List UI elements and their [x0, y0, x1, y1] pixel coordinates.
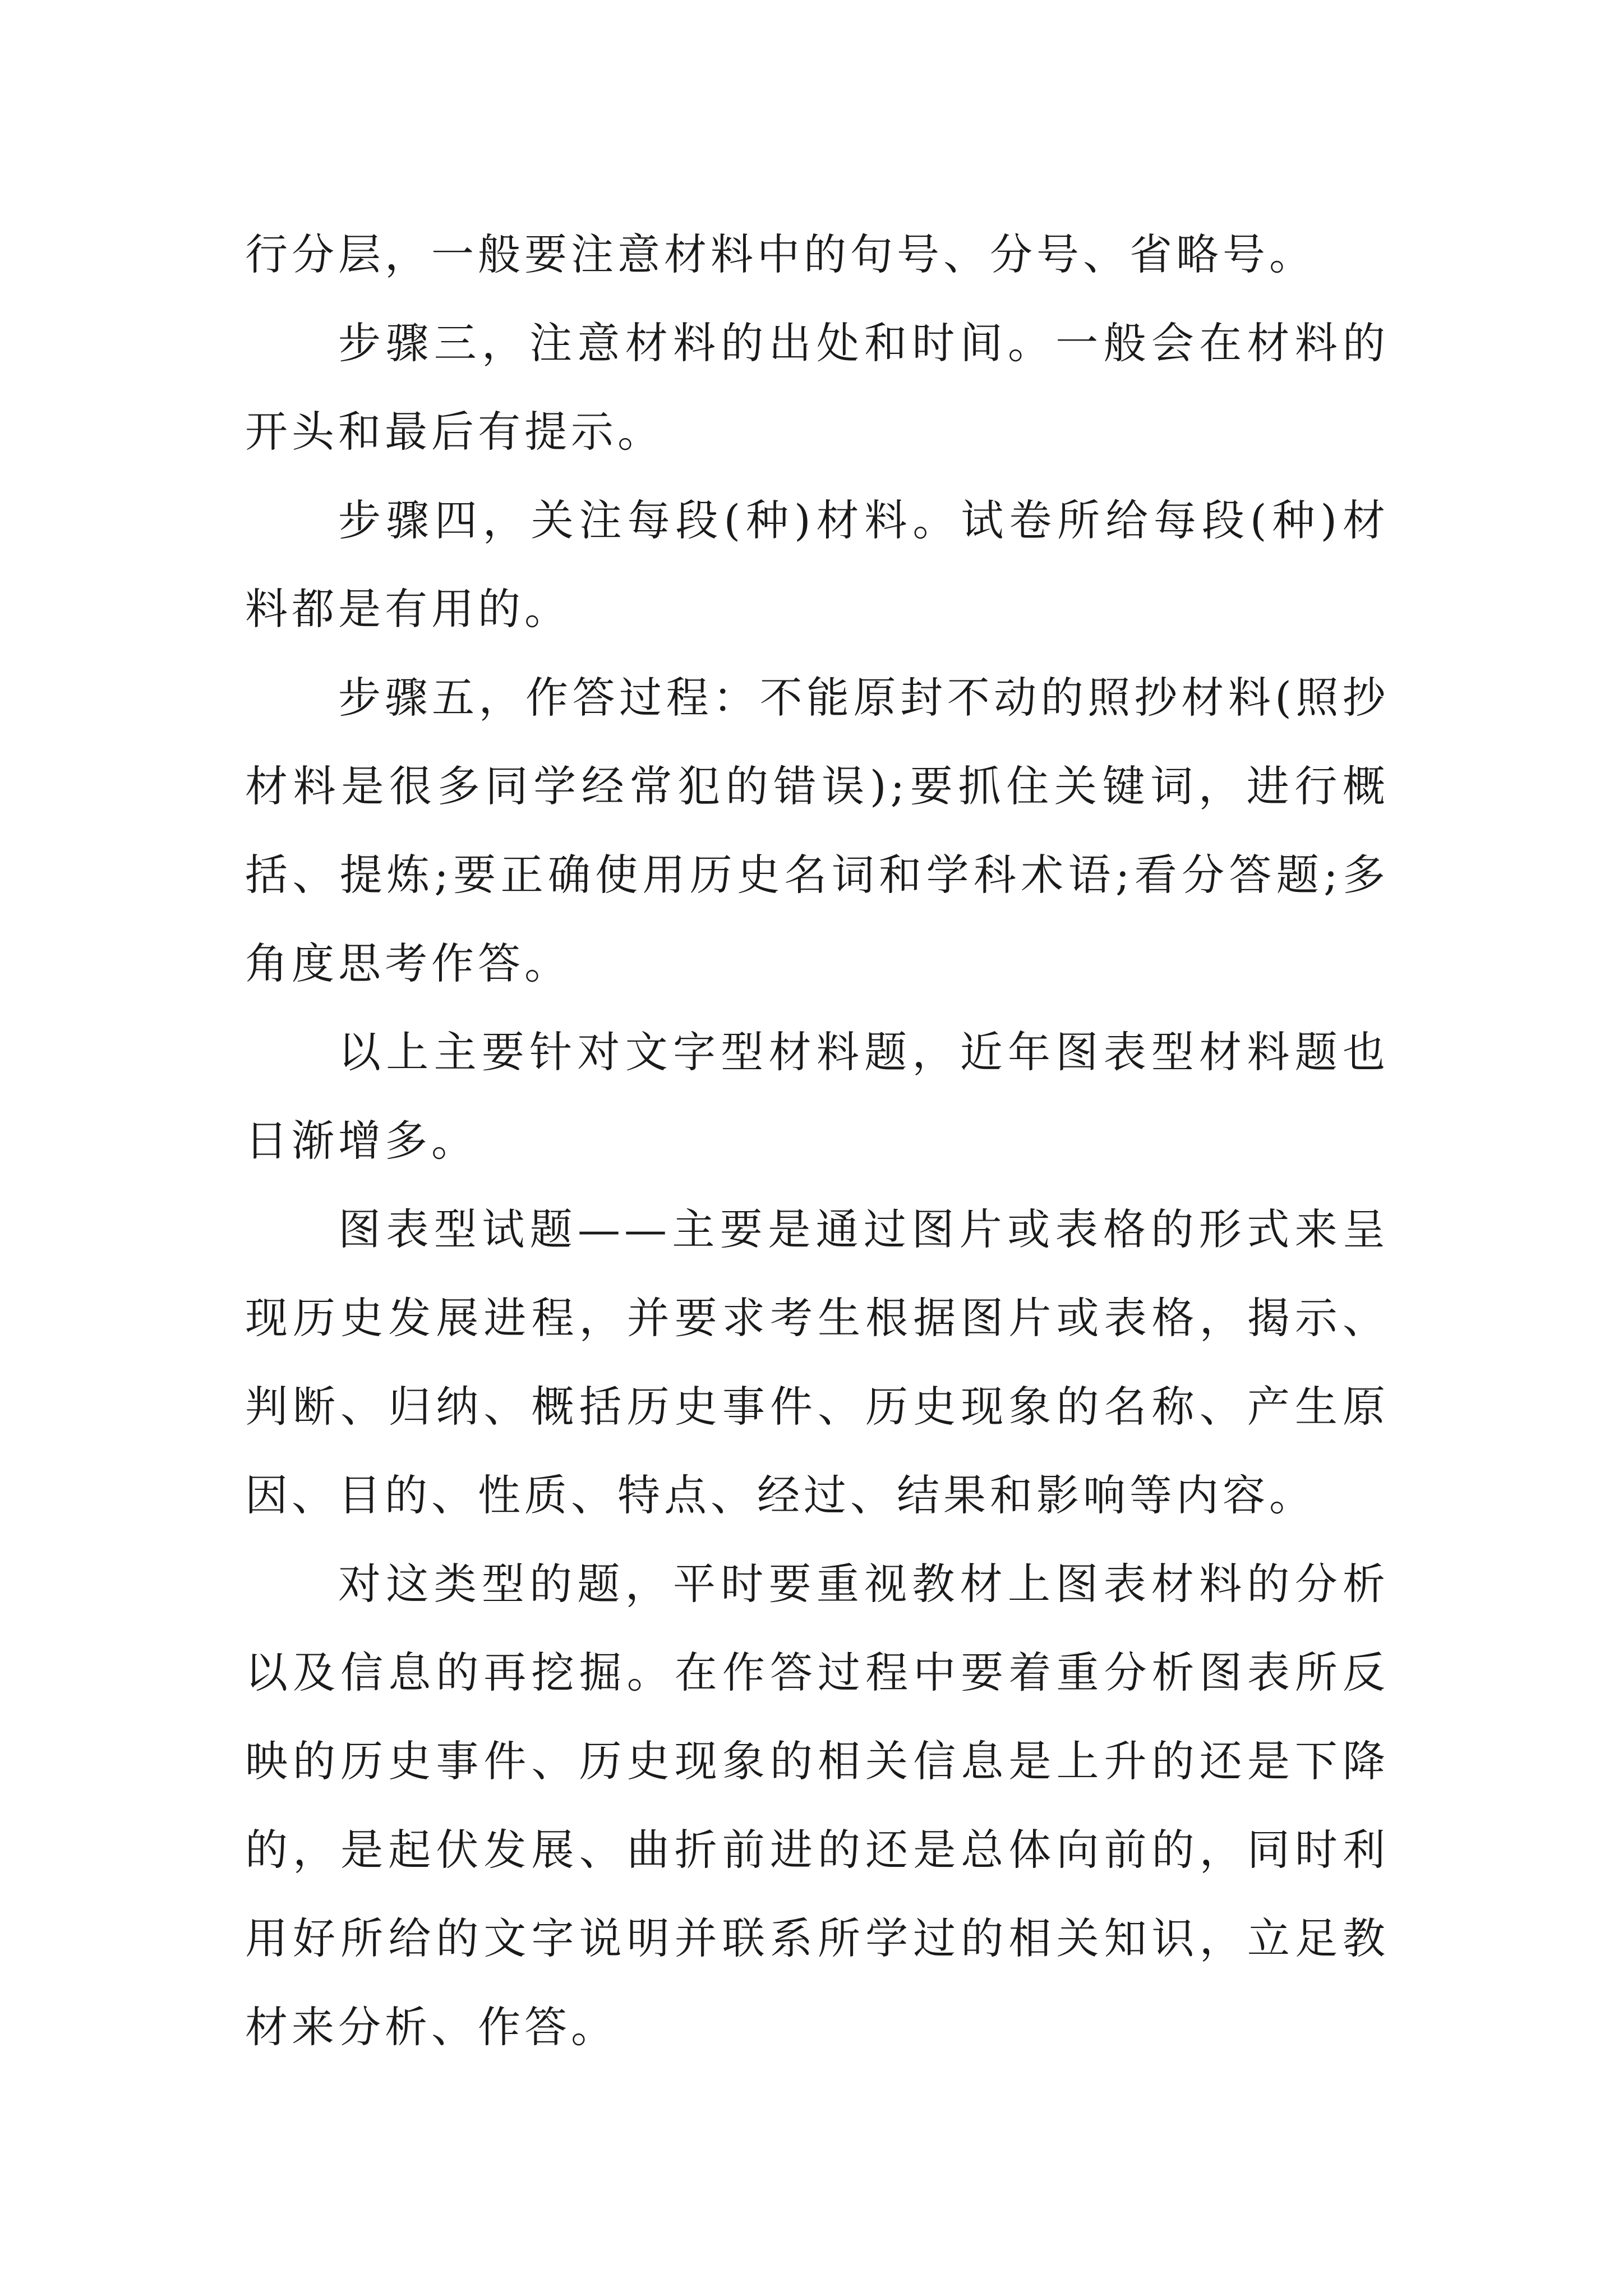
paragraph-step-four: 步骤四，关注每段(种)材料。试卷所给每段(种)材料都是有用的。	[245, 495, 1389, 634]
paragraph-text-type-summary: 以上主要针对文字型材料题，近年图表型材料题也日渐增多。	[245, 1027, 1389, 1166]
paragraph-step-five: 步骤五，作答过程：不能原封不动的照抄材料(照抄材料是很多同学经常犯的错误);要抓住关键词，进行概括、提炼;要正确使用历史名词和学科术语;看分答题;多角度思考作答。	[245, 673, 1389, 988]
paragraph-chart-type-advice: 对这类型的题，平时要重视教材上图表材料的分析以及信息的再挖掘。在作答过程中要着重分析图表所反映的历史事件、历史现象的相关信息是上升的还是下降的，是起伏发展、曲折前进的还是总体向前的，同时利用好所给的文字说明并联系所学过的相关知识，立足教材来分析、作答。	[245, 1559, 1389, 2052]
paragraph-continuation: 行分层，一般要注意材料中的句号、分号、省略号。	[245, 229, 1316, 279]
paragraph-chart-type-definition: 图表型试题——主要是通过图片或表格的形式来呈现历史发展进程，并要求考生根据图片或表格，揭示、判断、归纳、概括历史事件、历史现象的名称、产生原因、目的、性质、特点、经过、结果和影响等内容。	[245, 1204, 1389, 1520]
paragraph-step-three: 步骤三，注意材料的出处和时间。一般会在材料的开头和最后有提示。	[245, 318, 1389, 457]
document-body	[245, 210, 1389, 2072]
